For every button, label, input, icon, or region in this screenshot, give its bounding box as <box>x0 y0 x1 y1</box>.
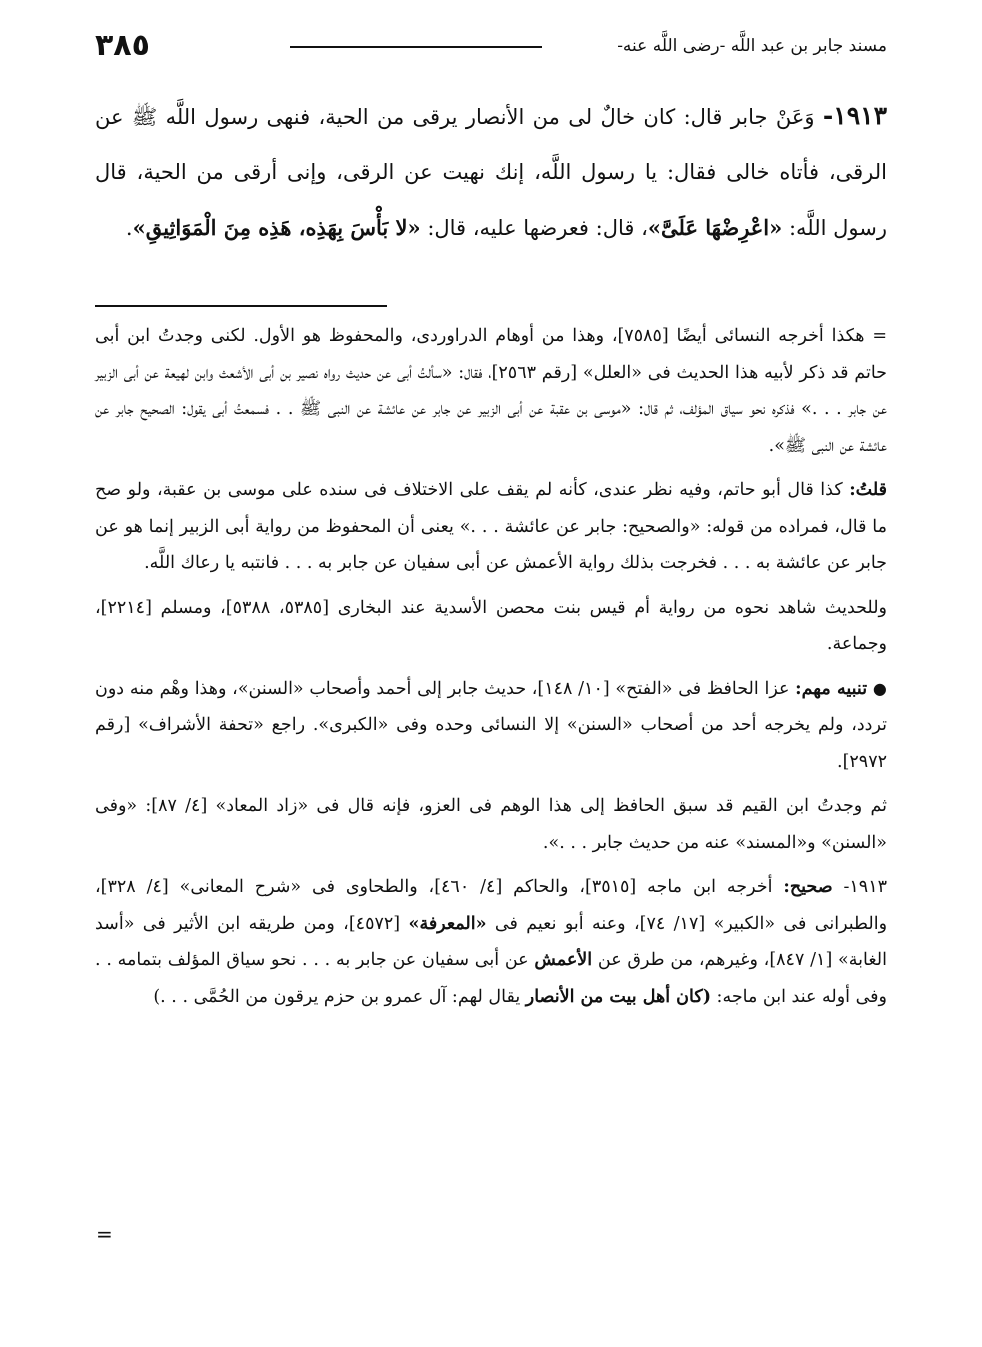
continuation-mark: = <box>96 1222 113 1246</box>
footnotes <box>95 318 887 1015</box>
footnote-paragraph-3: وللحديث شاهد نحوه من رواية أم قيس بنت محصن الأسدية عند البخارى [٥٣٨٥، ٥٣٨٨]، ومسلم [٢٢١٤]، وجماعة. <box>95 597 888 654</box>
footnote-6-text-c: عن أبى سفيان عن جابر به . . . نحو سياق المؤلف بتمامه . . وفى أوله عند ابن ماجه: <box>95 950 887 1007</box>
footnote-6-text-a: أخرجه ابن ماجه [٣٥١٥]، والحاكم [٤/ ٤٦٠]، والطحاوى فى «شرح المعانى» [٤/ ٣٢٨]، والطبرانى فى «الكبير» [١٧/ ٧٤]، وعنه أبو نعيم فى <box>95 877 888 934</box>
footnote-paragraph-4 <box>95 671 887 781</box>
running-title: مسند جابر بن عبد اللَّه -رضى اللَّه عنه- <box>617 36 887 56</box>
footnote-4-lead: تنبيه مهم: <box>795 678 868 699</box>
bullet-icon: ● <box>872 678 887 698</box>
page-number: ٣٨٥ <box>95 28 150 63</box>
footnote-paragraph-5: ثم وجدتُ ابن القيم قد سبق الحافظ إلى هذا الوهم فى العزو، فإنه قال فى «زاد المعاد» [٤/ ٨٧]: «وفى «السنن» و«المسند» عنه من حديث جابر . . .». <box>95 796 887 853</box>
footnote-2-text: كذا قال أبو حاتم، وفيه نظر عندى، كأنه لم يقف على الاختلاف فى سنده على موسى بن عقبة، ولو صح ما قال، فمراده من قوله: «والصحيح: جابر عن عائشة . . .» يعنى أن المحفوظ من رواية أبى الزبير إنما هو عن جابر عن عائشة به . . . فخرجت بذلك رواية الأعمش عن أبى سفيان عن جابر به . . . فانتبه يا رعاك اللَّه. <box>95 480 887 573</box>
footnote-paragraph-6 <box>95 869 887 1015</box>
hadith-text-part-2: ، قال: فعرضها عليه، قال: <box>420 216 648 240</box>
hadith-quote-1: «اعْرِضْهَا عَلَىَّ» <box>647 215 783 240</box>
hadith-number: ١٩١٣- <box>822 101 887 130</box>
footnote-2-lead: قلتُ: <box>849 480 887 500</box>
footnote-separator <box>95 305 387 307</box>
hadith-text <box>95 88 887 256</box>
footnote-6-lead: صحيح: <box>783 877 833 897</box>
footnote-6-bold-b: الأعمش <box>534 950 593 970</box>
hadith-text-part-1: وَعَنْ جابر قال: كان خالٌ لى من الأنصار يرقى من الحية، فنهى رسول اللَّه ﷺ عن الرقى، فأتاه خالى فقال: يا رسول اللَّه، إنك نهيت عن الرقى، وإنى أرقى من الحية، قال رسول اللَّه: <box>95 105 887 240</box>
footnote-6-bold-c: (كان أهل بيت من الأنصار <box>525 986 711 1007</box>
footnote-4-text: عزا الحافظ فى «الفتح» [١٠/ ١٤٨]، حديث جابر إلى أحمد وأصحاب «السنن»، وهذا وهْم منه دون تردد، ولم يخرجه أحد من أصحاب «السنن» إلا النسائى وحده وفى «الكبرى». راجع «تحفة الأشراف» [رقم ٢٩٧٢]. <box>95 678 887 772</box>
footnote-6-text-d: يقال لهم: آل عمرو بن حزم يرقون من الحُمَّى . . .) <box>153 986 526 1007</box>
header-rule <box>290 46 542 48</box>
hadith-quote-2: «لا بَأْسَ بِهَذِه، هَذِه مِنَ الْمَوَاثِيقِ» <box>132 215 421 240</box>
footnote-6-text-b: [٤٥٧٢]، ومن طريقه ابن الأثير فى «أسد الغابة» [١/ ٨٤٧]، وغيرهم، من طرق عن <box>95 913 887 970</box>
footnote-paragraph-2 <box>95 472 887 582</box>
footnote-6-bold-a: «المعرفة» <box>408 913 487 934</box>
footnote-paragraph-1: = هكذا أخرجه النسائى أيضًا [٧٥٨٥]، وهذا من أوهام الدراوردى، والمحفوظ هو الأول. لكنى وجدتُ ابن أبى حاتم قد ذكر لأبيه هذا الحديث فى «العلل» [رقم ٢٥٦٣]، فقال: «سألتُ أبى عن حديث رواه نصير بن أبى الأشعث وابن لهيعة عن أبى الزبير عن جابر . . .» فذكره نحو سياق المؤلف، ثم قال: «موسى بن عقبة عن أبى الزبير عن جابر عن عائشة عن النبى ﷺ . . فسمعتُ أبى يقول: الصحيح جابر عن عائشة عن النبى ﷺ». <box>95 326 887 456</box>
footnote-6-number: ١٩١٣- <box>843 877 887 897</box>
page-header <box>95 28 887 68</box>
hadith-text-part-3: . <box>125 216 133 240</box>
